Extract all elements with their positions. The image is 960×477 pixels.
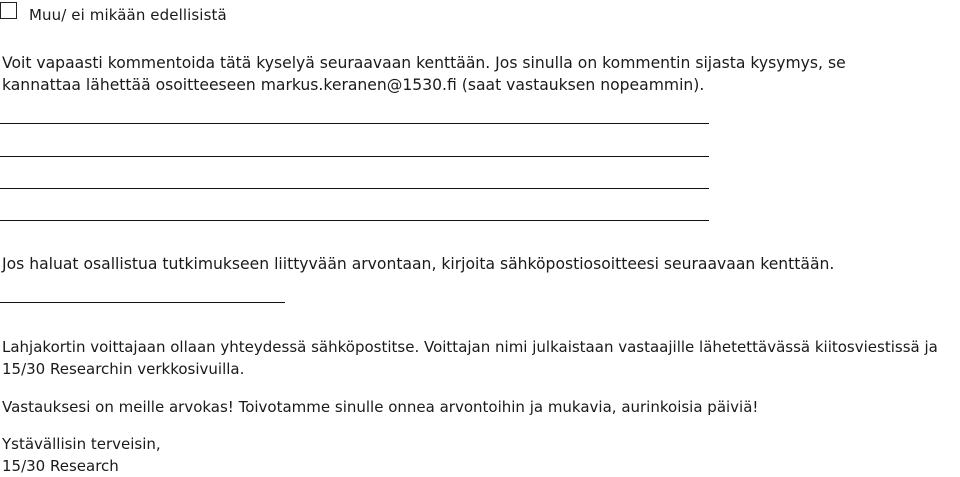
- option-checkbox[interactable]: [0, 2, 17, 19]
- option-label: Muu/ ei mikään edellisistä: [29, 6, 227, 24]
- comment-field-line-2[interactable]: [0, 156, 709, 157]
- contact-line-2: 15/30 Researchin verkkosivuilla.: [2, 360, 245, 378]
- comment-line-2: kannattaa lähettää osoitteeseen markus.keranen@1530.fi (saat vastauksen nopeammin).: [2, 76, 705, 94]
- email-field-line[interactable]: [0, 302, 285, 303]
- winner-contact-info: [2, 336, 960, 380]
- other-option[interactable]: [0, 0, 227, 28]
- contact-line-1: Lahjakortin voittajaan ollaan yhteydessä sähköpostitse. Voittajan nimi julkaistaan vastaajille lähetettävässä kiitosviestissä ja: [2, 338, 938, 356]
- signature-org: 15/30 Research: [2, 457, 119, 475]
- comment-field-line-4[interactable]: [0, 220, 709, 221]
- thanks-message: Vastauksesi on meille arvokas! Toivotamme sinulle onnea arvontoihin ja mukavia, aurinkoisia päiviä!: [2, 398, 759, 416]
- comment-instructions: [2, 52, 952, 96]
- lottery-instructions: Jos haluat osallistua tutkimukseen liittyvään arvontaan, kirjoita sähköpostiosoitteesi seuraavaan kenttään.: [2, 255, 835, 273]
- comment-field-line-1[interactable]: [0, 123, 709, 124]
- signature-greeting: Ystävällisin terveisin,: [2, 435, 161, 453]
- comment-line-1: Voit vapaasti kommentoida tätä kyselyä seuraavaan kenttään. Jos sinulla on kommentin sijasta kysymys, se: [2, 54, 846, 72]
- signature: [2, 433, 161, 477]
- comment-field-line-3[interactable]: [0, 188, 709, 189]
